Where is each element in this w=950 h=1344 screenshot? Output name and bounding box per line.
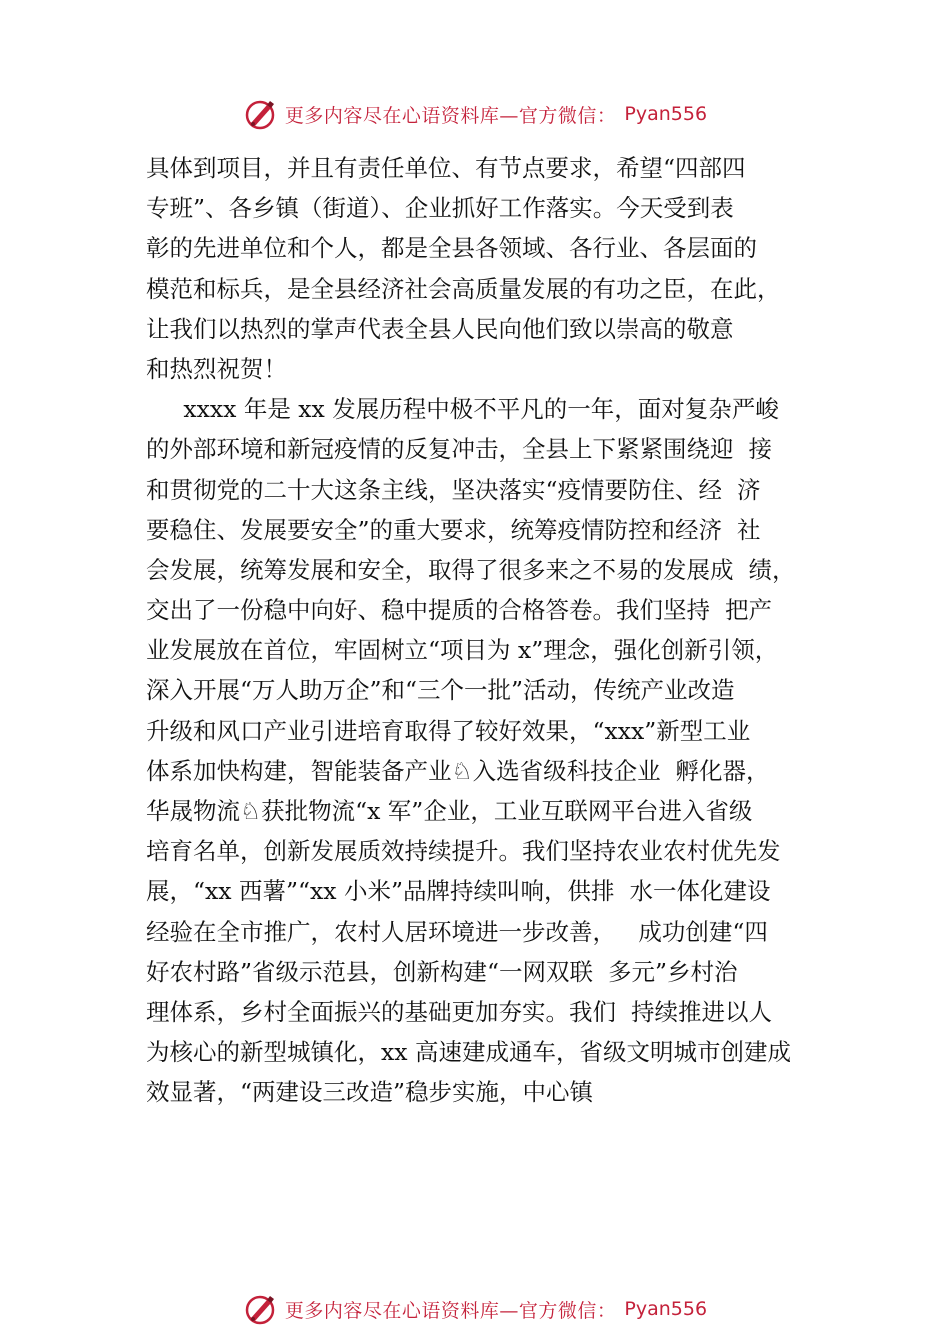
text-line: 彰的先进单位和个人，都是全县各领域、各行业、各层面的 [146, 234, 757, 263]
text-line: 经验在全市推广，农村人居环境进一步改善， 成功创建“四 [146, 917, 768, 946]
text-line: 体系加快构建，智能装备产业♘入选省级科技企业 孵化器， [146, 756, 770, 785]
text-line: 业发展放在首位，牢固树立“项目为 x”理念，强化创新引领， [146, 636, 779, 665]
text-line: 专班”、各乡镇（街道）、企业抓好工作落实。今天受到表 [146, 194, 734, 223]
watermark-text: 更多内容尽在心语资料库—官方微信： [284, 1299, 617, 1322]
text-line: 让我们以热烈的掌声代表全县人民向他们致以崇高的敬意 [146, 314, 734, 343]
text-line: 好农村路”省级示范县，创新构建“一网双联 多元”乡村治 [146, 957, 738, 986]
text-line: 会发展，统筹发展和安全，取得了很多来之不易的发展成 绩， [146, 555, 796, 584]
text-line: 升级和风口产业引进培育取得了较好效果，“xxx”新型工业 [146, 716, 751, 745]
document-body [146, 148, 846, 1113]
text-line: xxxx 年是 xx 发展历程中极不平凡的一年，面对复杂严峻 [146, 395, 779, 424]
text-line: 要稳住、发展要安全”的重大要求，统筹疫情防控和经济 社 [146, 515, 761, 544]
text-line: 培育名单，创新发展质效持续提升。我们坚持农业农村优先发 [146, 837, 781, 866]
footer-watermark [0, 1289, 950, 1329]
text-line: 华晟物流♘获批物流“x 军”企业，工业互联网平台进入省级 [146, 797, 753, 825]
text-line: 和贯彻党的二十大这条主线，坚决落实“疫情要防住、经 济 [146, 475, 761, 504]
pen-logo-icon [243, 1292, 277, 1326]
text-line: 深入开展“万人助万企”和“三个一批”活动，传统产业改造 [146, 676, 735, 705]
header-watermark [0, 94, 950, 134]
watermark-contact: Pyan556 [624, 1298, 708, 1320]
watermark-contact: Pyan556 [624, 103, 708, 125]
text-line: 的外部环境和新冠疫情的反复冲击，全县上下紧紧围绕迎 接 [146, 435, 772, 464]
text-line: 效显著，“两建设三改造”稳步实施，中心镇 [146, 1078, 594, 1107]
text-line: 交出了一份稳中向好、稳中提质的合格答卷。我们坚持 把产 [146, 596, 772, 625]
pen-logo-icon [243, 97, 277, 131]
text-line: 理体系，乡村全面振兴的基础更加夯实。我们 持续推进以人 [146, 997, 772, 1026]
text-line: 为核心的新型城镇化，xx 高速建成通车，省级文明城市创建成 [146, 1038, 791, 1067]
watermark-text: 更多内容尽在心语资料库—官方微信： [284, 104, 617, 127]
text-line: 展，“xx 西薯”“xx 小米”品牌持续叫响，供排 水一体化建设 [146, 877, 771, 906]
text-line: 模范和标兵，是全县经济社会高质量发展的有功之臣，在此， [146, 274, 781, 303]
text-line: 具体到项目，并且有责任单位、有节点要求，希望“四部四 [146, 154, 746, 182]
text-line: 和热烈祝贺！ [146, 354, 287, 383]
